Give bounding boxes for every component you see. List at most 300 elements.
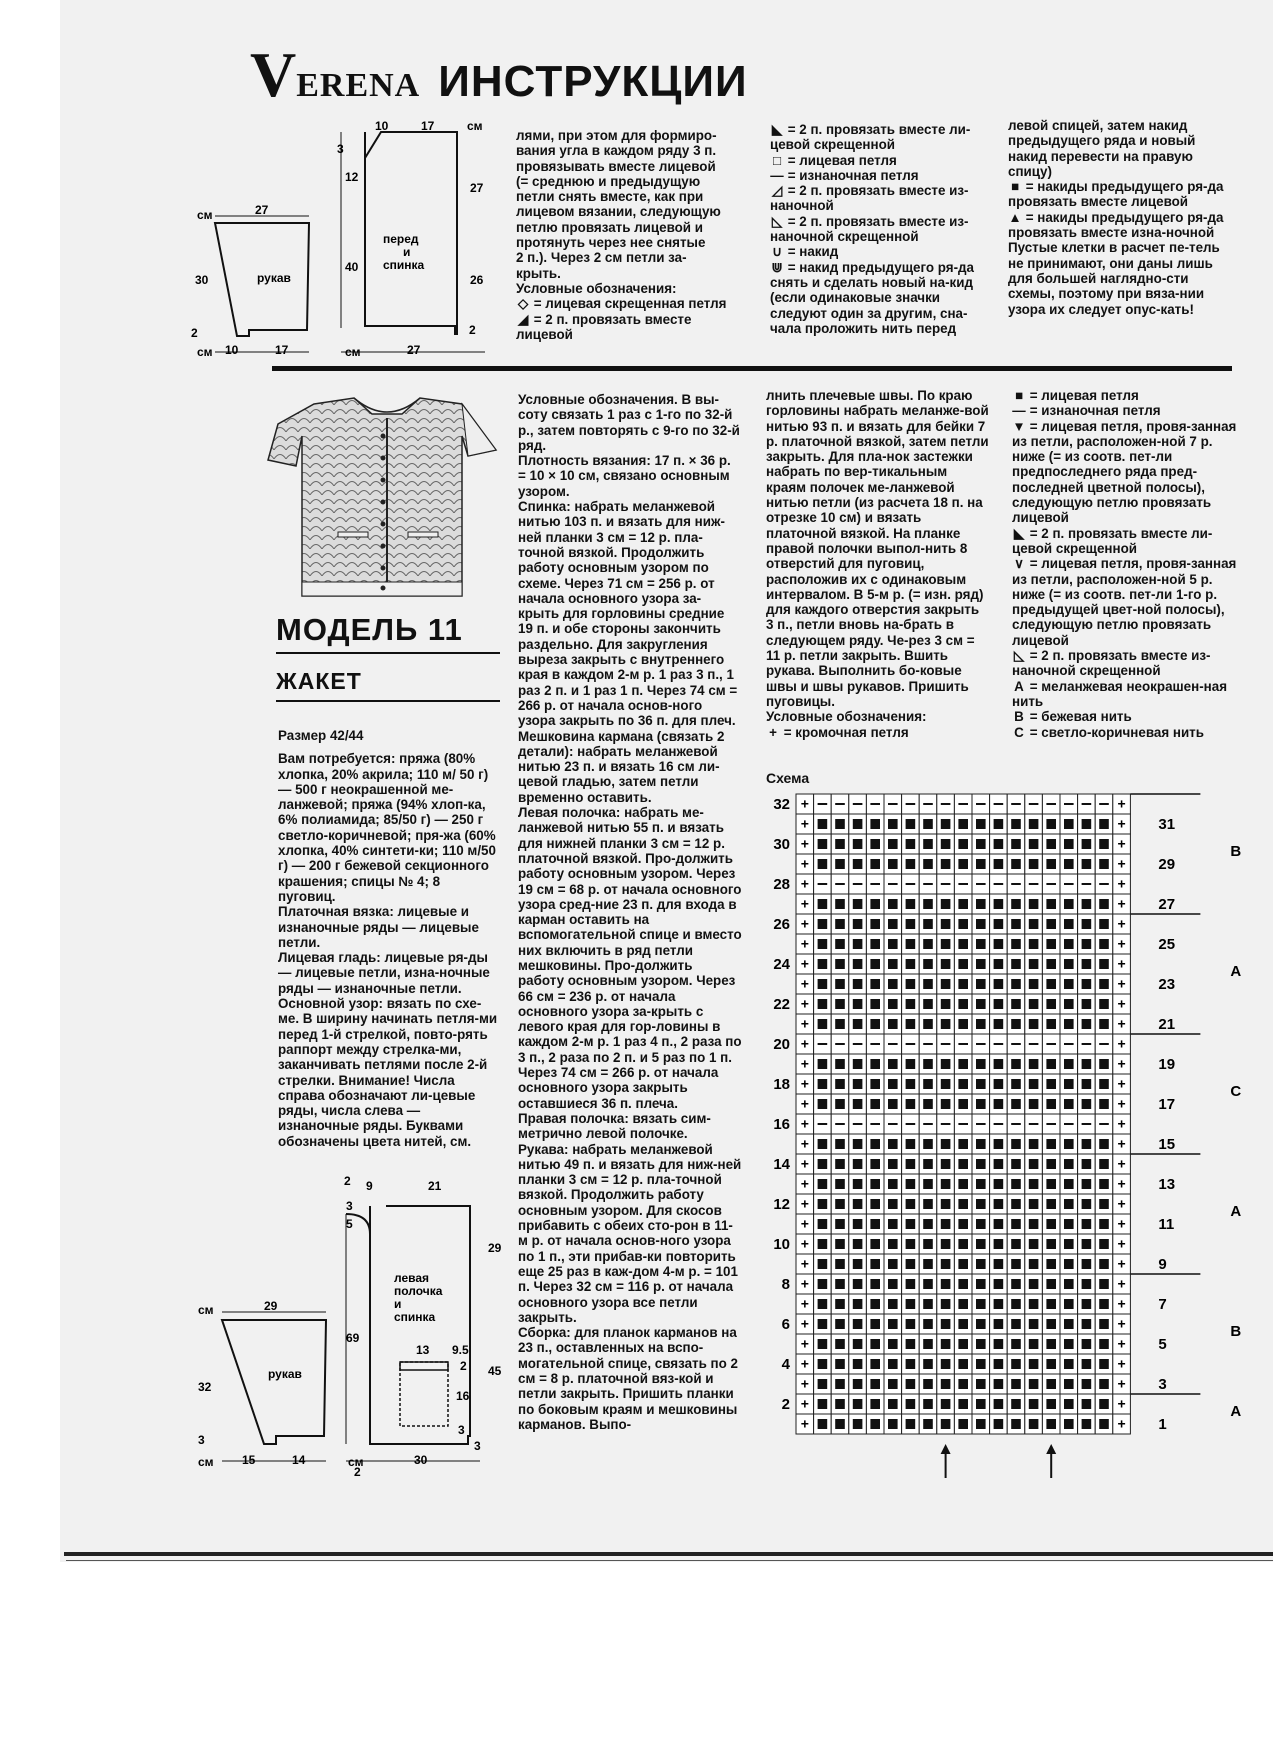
knit-symbol <box>994 1419 1004 1429</box>
knit-symbol <box>888 1319 898 1329</box>
purl-symbol <box>976 883 986 885</box>
knit-symbol <box>1082 1339 1092 1349</box>
knit-symbol <box>941 1359 951 1369</box>
knit-symbol <box>835 1379 845 1389</box>
knit-symbol <box>1064 1099 1074 1109</box>
purl-symbol <box>818 883 828 885</box>
knit-symbol <box>1064 1179 1074 1189</box>
legend-item: ◣ = 2 п. провязать вместе ли-цевой скрещенной <box>1012 525 1213 556</box>
knit-symbol <box>1099 1259 1109 1269</box>
knit-symbol <box>1046 1019 1056 1029</box>
instructions-column-c <box>766 388 990 740</box>
knit-symbol <box>1029 1279 1039 1289</box>
knit-symbol <box>976 1259 986 1269</box>
knit-symbol <box>1011 1399 1021 1409</box>
knit-symbol <box>870 959 880 969</box>
knit-symbol <box>870 1019 880 1029</box>
repeat-arrow-head <box>941 1444 951 1454</box>
knit-symbol <box>941 939 951 949</box>
knit-symbol <box>870 1099 880 1109</box>
knit-symbol <box>976 899 986 909</box>
knit-symbol <box>1099 1359 1109 1369</box>
knit-symbol <box>1099 899 1109 909</box>
knit-symbol <box>994 1139 1004 1149</box>
purl-symbol <box>958 803 968 805</box>
right-row-number: 23 <box>1158 976 1176 993</box>
knit-symbol <box>1064 1399 1074 1409</box>
legend-item: ∨ = лицевая петля, провя-занная из петли, расположен-ной 5 р. ниже (= из соотв. пет-ли 1-го р. предыдущей цвет-ной полосы), следующую петлю провязать лицевой <box>1012 556 1237 648</box>
knit-symbol <box>1064 959 1074 969</box>
purl-symbol <box>870 883 880 885</box>
text-line: протянуть через нее снятые <box>516 235 706 251</box>
knit-symbol <box>888 1419 898 1429</box>
knit-symbol <box>1064 939 1074 949</box>
knit-symbol <box>818 1259 828 1269</box>
knit-symbol <box>888 959 898 969</box>
knit-symbol <box>888 899 898 909</box>
knit-symbol <box>1046 1399 1056 1409</box>
text-line: (= среднюю и предыдущую <box>516 173 701 189</box>
knit-symbol <box>888 1219 898 1229</box>
knit-symbol <box>941 1339 951 1349</box>
knit-symbol <box>906 899 916 909</box>
knit-symbol <box>1046 919 1056 929</box>
top-body-label-3: спинка <box>383 258 425 272</box>
edge-stitch-symbol: + <box>1117 955 1126 972</box>
knit-symbol <box>923 1159 933 1169</box>
edge-stitch-symbol: + <box>800 835 809 852</box>
knit-symbol <box>853 999 863 1009</box>
knit-symbol <box>1046 999 1056 1009</box>
right-row-number: 25 <box>1158 936 1176 953</box>
purl-symbol <box>923 803 933 805</box>
knit-symbol <box>1029 899 1039 909</box>
knit-symbol <box>1064 1199 1074 1209</box>
text-line: лицевом вязании, следующую <box>516 204 721 220</box>
bottom-sleeve-height: 32 <box>198 1380 212 1394</box>
text-line: лями, при этом для формиро- <box>516 128 717 143</box>
paragraph: Условные обозначения. В вы-соту связать 1 раз с 1-го по 32-й р., затем повторять с 9-го по 32-й ряд. <box>518 392 740 453</box>
knit-symbol <box>923 1019 933 1029</box>
knit-symbol <box>958 1299 968 1309</box>
knit-symbol <box>1011 939 1021 949</box>
knit-symbol <box>870 979 880 989</box>
knit-symbol <box>1029 1199 1039 1209</box>
knit-symbol <box>923 1079 933 1089</box>
edge-stitch-symbol: + <box>1117 835 1126 852</box>
knit-symbol <box>906 1139 916 1149</box>
knit-symbol <box>1099 1179 1109 1189</box>
purl-symbol <box>835 1043 845 1045</box>
purl-symbol <box>853 1043 863 1045</box>
knit-symbol <box>835 939 845 949</box>
knit-symbol <box>941 1319 951 1329</box>
edge-stitch-symbol: + <box>1117 1155 1126 1172</box>
knit-symbol <box>1029 939 1039 949</box>
top-sleeve-top: 27 <box>255 203 269 217</box>
knit-symbol <box>923 1279 933 1289</box>
knit-symbol <box>835 999 845 1009</box>
knit-symbol <box>923 1419 933 1429</box>
right-row-number: 15 <box>1158 1136 1176 1153</box>
knit-symbol <box>958 999 968 1009</box>
knit-symbol <box>923 959 933 969</box>
text-line: петлю провязать лицевой и <box>516 219 703 235</box>
edge-stitch-symbol: + <box>800 1415 809 1432</box>
purl-symbol <box>853 1123 863 1125</box>
knit-symbol <box>1011 859 1021 869</box>
knit-symbol <box>1011 919 1021 929</box>
bottom-body-label-1: левая <box>394 1271 430 1285</box>
knit-symbol <box>1099 1219 1109 1229</box>
knit-symbol <box>818 1239 828 1249</box>
knit-symbol <box>923 899 933 909</box>
knit-symbol <box>853 1139 863 1149</box>
paragraph: лнить плечевые швы. По краю горловины набрать меланже-вой нитью 93 п. и вязать для бейки 7 р. платочной вязкой, затем петли закрыть. Для пла-нок застежки набрать по вер-тикальным краям полочек ме-ланжевой нитью петли (из расчета 18 п. на отрезке 10 см) и вязать платочной вязкой. На планке правой полочки выпол-нить 8 отверстий для пуговиц, расположив их с одинаковым интервалом. В 5-м р. (= изн. ряд) для каждого отверстия закрыть 3 п., петли вновь на-брать в следующем ряду. Че-рез 3 см = 11 р. петли закрыть. Вшить рукава. Выполнить бо-ковые швы и швы рукавов. Пришить пуговицы. <box>766 388 989 709</box>
left-row-number: 26 <box>773 916 790 933</box>
knit-symbol <box>906 1279 916 1289</box>
knit-symbol <box>870 1339 880 1349</box>
knit-symbol <box>1099 1139 1109 1149</box>
edge-stitch-symbol: + <box>800 915 809 932</box>
section-divider <box>272 366 1232 371</box>
chart-grid <box>796 794 1130 1434</box>
knit-symbol <box>976 1059 986 1069</box>
knit-symbol <box>906 1159 916 1169</box>
edge-stitch-symbol: + <box>800 1155 809 1172</box>
knit-symbol <box>888 859 898 869</box>
knit-symbol <box>1029 999 1039 1009</box>
purl-symbol <box>1082 1043 1092 1045</box>
knit-symbol <box>853 1179 863 1189</box>
knit-symbol <box>994 1239 1004 1249</box>
top-body-cm: см <box>467 119 483 133</box>
edge-stitch-symbol: + <box>1117 815 1126 832</box>
brand-initial: V <box>250 39 297 110</box>
knit-symbol <box>994 1099 1004 1109</box>
knit-symbol <box>1011 1319 1021 1329</box>
legend-item: ▲ = накиды предыдущего ря-да провязать вместе изна-ночной <box>1008 209 1224 241</box>
knit-symbol <box>906 919 916 929</box>
knit-symbol <box>906 959 916 969</box>
knit-symbol <box>853 979 863 989</box>
knit-symbol <box>1082 1179 1092 1189</box>
knit-symbol <box>1011 1159 1021 1169</box>
knit-symbol <box>818 1179 828 1189</box>
knit-symbol <box>906 1319 916 1329</box>
edge-stitch-symbol: + <box>800 855 809 872</box>
knit-symbol <box>1011 839 1021 849</box>
text-line: вания угла в каждом ряду 3 п. <box>516 143 717 159</box>
bottom-body-right-a: 29 <box>488 1241 502 1255</box>
knit-symbol <box>1064 1379 1074 1389</box>
knit-symbol <box>1064 1059 1074 1069</box>
knit-symbol <box>1082 1019 1092 1029</box>
knit-symbol <box>906 1239 916 1249</box>
top-body-hem: 2 <box>469 323 476 337</box>
bottom-body-pocket-d: 16 <box>456 1389 470 1403</box>
instructions-column-d <box>1012 388 1238 740</box>
knit-symbol <box>888 1079 898 1089</box>
knit-symbol <box>976 1139 986 1149</box>
knit-symbol <box>958 1379 968 1389</box>
knit-symbol <box>906 999 916 1009</box>
knit-symbol <box>976 1319 986 1329</box>
knit-symbol <box>923 839 933 849</box>
page-header <box>250 38 748 112</box>
legend-item: ◺ = 2 п. провязать вместе из-наночной скрещенной <box>1012 648 1211 679</box>
knit-symbol <box>1064 1319 1074 1329</box>
knit-symbol <box>870 1199 880 1209</box>
legend-item: ◣ = 2 п. провязать вместе ли-цевой скрещенной <box>770 122 971 153</box>
knit-symbol <box>976 1159 986 1169</box>
knit-symbol <box>941 1099 951 1109</box>
knit-symbol <box>906 1299 916 1309</box>
knit-symbol <box>1046 819 1056 829</box>
knit-symbol <box>976 939 986 949</box>
knit-symbol <box>853 1099 863 1109</box>
knit-symbol <box>888 1139 898 1149</box>
knit-symbol <box>906 1179 916 1189</box>
knit-symbol <box>1029 1079 1039 1089</box>
knit-symbol <box>1011 1139 1021 1149</box>
top-sleeve-height: 30 <box>195 273 209 287</box>
knit-symbol <box>923 1139 933 1149</box>
knit-symbol <box>1011 1339 1021 1349</box>
left-row-number: 20 <box>773 1036 790 1053</box>
knit-symbol <box>976 959 986 969</box>
knit-symbol <box>853 959 863 969</box>
knit-symbol <box>1046 1079 1056 1089</box>
knit-symbol <box>1099 1379 1109 1389</box>
edge-stitch-symbol: + <box>800 1215 809 1232</box>
knit-symbol <box>1046 1299 1056 1309</box>
knit-symbol <box>941 1019 951 1029</box>
knit-symbol <box>1011 1019 1021 1029</box>
right-row-number: 21 <box>1158 1016 1176 1033</box>
purl-symbol <box>994 883 1004 885</box>
knit-symbol <box>941 1079 951 1089</box>
edge-stitch-symbol: + <box>1117 1135 1126 1152</box>
knit-symbol <box>835 1079 845 1089</box>
knit-symbol <box>1082 1359 1092 1369</box>
knit-symbol <box>923 819 933 829</box>
knit-symbol <box>923 1059 933 1069</box>
knit-symbol <box>1064 919 1074 929</box>
knit-symbol <box>870 1159 880 1169</box>
left-row-number: 10 <box>773 1236 790 1253</box>
knit-symbol <box>1046 939 1056 949</box>
purl-symbol <box>853 883 863 885</box>
purl-symbol <box>923 1123 933 1125</box>
knit-symbol <box>870 1079 880 1089</box>
left-row-number: 28 <box>773 876 790 893</box>
edge-stitch-symbol: + <box>1117 1235 1126 1252</box>
paragraph: Вам потребуется: пряжа (80% хлопка, 20% акрила; 110 м/ 50 г) — 500 г неокрашенной ме-ланжевой; пряжа (94% хлоп-ка, 6% полиамида; 85/50 г) — 250 г светло-коричневой; пря-жа (60% хлопка, 40% синтети-ки; 110 м/50 г) — 200 г бежевой секционного крашения; спицы № 4; 8 пуговиц. <box>278 751 496 904</box>
purl-symbol <box>1011 1123 1021 1125</box>
purl-symbol <box>888 1123 898 1125</box>
knit-symbol <box>835 899 845 909</box>
knit-symbol <box>1064 1139 1074 1149</box>
knit-symbol <box>870 819 880 829</box>
knit-symbol <box>958 919 968 929</box>
top-pattern-diagram <box>185 118 485 363</box>
knit-symbol <box>835 1339 845 1349</box>
knit-symbol <box>870 1279 880 1289</box>
purl-symbol <box>941 803 951 805</box>
knit-symbol <box>818 919 828 929</box>
paragraph: Сборка: для планок карманов на 23 п., оставленных на вспо-могательной спице, связать по 2 см = 8 р. платочной вяз-кой и петли закрыть. Пришить планки по боковым краям и мешковины карманов. Выпо- <box>518 1325 738 1432</box>
purl-symbol <box>870 1043 880 1045</box>
knit-symbol <box>1029 1299 1039 1309</box>
knit-symbol <box>958 1419 968 1429</box>
bottom-sleeve-shape <box>198 1299 326 1469</box>
knit-symbol <box>835 1279 845 1289</box>
bottom-sleeve-bottom-left: 15 <box>242 1453 256 1467</box>
knit-symbol <box>818 959 828 969</box>
knit-symbol <box>958 1139 968 1149</box>
knit-symbol <box>1046 959 1056 969</box>
knit-symbol <box>1029 1379 1039 1389</box>
knit-symbol <box>1099 959 1109 969</box>
edge-stitch-symbol: + <box>1117 1055 1126 1072</box>
knit-symbol <box>1029 1319 1039 1329</box>
knit-symbol <box>835 1399 845 1409</box>
knit-symbol <box>1082 979 1092 989</box>
knit-symbol <box>853 1379 863 1389</box>
knit-symbol <box>888 1399 898 1409</box>
knit-symbol <box>976 1419 986 1429</box>
purl-symbol <box>818 1123 828 1125</box>
purl-symbol <box>906 803 916 805</box>
knit-symbol <box>870 919 880 929</box>
knit-symbol <box>1011 1359 1021 1369</box>
knit-symbol <box>923 1179 933 1189</box>
knit-symbol <box>923 1239 933 1249</box>
edge-stitch-symbol: + <box>1117 935 1126 952</box>
knit-symbol <box>835 819 845 829</box>
knit-symbol <box>958 1019 968 1029</box>
chart-arrows <box>941 1444 1057 1478</box>
bottom-body-left-b: 5 <box>346 1217 353 1231</box>
knit-symbol <box>958 1179 968 1189</box>
knit-symbol <box>870 939 880 949</box>
knit-symbol <box>1046 1239 1056 1249</box>
knit-symbol <box>994 819 1004 829</box>
purl-symbol <box>888 803 898 805</box>
legend-item: ◺ = 2 п. провязать вместе из-наночной скрещенной <box>770 213 969 245</box>
knit-symbol <box>1029 1259 1039 1269</box>
knit-symbol <box>888 1059 898 1069</box>
knit-symbol <box>906 1199 916 1209</box>
knit-symbol <box>941 1419 951 1429</box>
knit-symbol <box>888 1159 898 1169</box>
purl-symbol <box>818 1043 828 1045</box>
knit-symbol <box>923 1379 933 1389</box>
knit-symbol <box>818 859 828 869</box>
knit-symbol <box>976 1299 986 1309</box>
knit-symbol <box>1082 1219 1092 1229</box>
knit-symbol <box>1099 1239 1109 1249</box>
knit-symbol <box>1046 1259 1056 1269</box>
knit-symbol <box>888 839 898 849</box>
text-line: провязывать вместе лицевой <box>516 158 716 174</box>
legend-item: ⋓ = накид предыдущего ря-да снять и сделать новый на-кид (если одинаковые значки следуют один за другим, сна-чала проложить нить перед <box>770 259 974 336</box>
knit-symbol <box>870 1359 880 1369</box>
knit-symbol <box>1082 859 1092 869</box>
purl-symbol <box>1064 883 1074 885</box>
knit-symbol <box>818 1199 828 1209</box>
bottom-body-shape <box>344 1174 502 1479</box>
edge-stitch-symbol: + <box>800 975 809 992</box>
left-row-number: 8 <box>781 1276 790 1293</box>
knitting-chart <box>760 784 1240 1474</box>
left-row-number: 18 <box>773 1076 790 1093</box>
knit-symbol <box>853 1259 863 1269</box>
knit-symbol <box>994 1339 1004 1349</box>
knit-symbol <box>835 1259 845 1269</box>
knit-symbol <box>1029 819 1039 829</box>
text-line: 2 п.). Через 2 см петли за- <box>516 250 687 266</box>
purl-symbol <box>1082 883 1092 885</box>
purl-symbol <box>906 1123 916 1125</box>
knit-symbol <box>888 1019 898 1029</box>
knit-symbol <box>994 959 1004 969</box>
knit-symbol <box>1099 939 1109 949</box>
knit-symbol <box>1029 1339 1039 1349</box>
top-body-right-a: 27 <box>470 181 484 195</box>
paragraph: Спинка: набрать меланжевой нитью 103 п. и вязать для ниж-ней планки 3 см = 12 р. пла-точной вязкой. Продолжить работу основным узором по схеме. Через 71 см = 256 р. от начала основного узора за-крыть для горловины средние 19 п. и обе стороны закончить раздельно. Для закругления выреза закрыть с внутреннего края в каждом 2-м р. 1 раз 3 п., 1 раз 2 п. и 1 раз 1 п. Через 74 см = 266 р. от начала основ-ного узора закрыть по 36 п. для плеч. <box>518 499 738 729</box>
knit-symbol <box>1046 1339 1056 1349</box>
top-body-left-b: 12 <box>345 170 359 184</box>
knit-symbol <box>994 1079 1004 1089</box>
knit-symbol <box>835 979 845 989</box>
knit-symbol <box>923 1399 933 1409</box>
knit-symbol <box>835 1359 845 1369</box>
knit-symbol <box>1064 1419 1074 1429</box>
purl-symbol <box>1099 1123 1109 1125</box>
edge-stitch-symbol: + <box>800 1095 809 1112</box>
knit-symbol <box>976 1199 986 1209</box>
knit-symbol <box>941 1279 951 1289</box>
edge-stitch-symbol: + <box>1117 1295 1126 1312</box>
purl-symbol <box>1029 803 1039 805</box>
left-row-number: 32 <box>773 796 790 813</box>
color-letter: B <box>1230 1323 1242 1340</box>
size-label: Размер 42/44 <box>278 728 364 743</box>
knit-symbol <box>1064 839 1074 849</box>
knit-symbol <box>818 979 828 989</box>
knit-symbol <box>941 839 951 849</box>
purl-symbol <box>1046 1123 1056 1125</box>
knit-symbol <box>958 819 968 829</box>
color-letter: A <box>1230 963 1242 980</box>
top-body-bottom-cm: см <box>345 345 361 359</box>
knit-symbol <box>818 1419 828 1429</box>
top-body-left-a: 3 <box>337 142 344 156</box>
purl-symbol <box>835 883 845 885</box>
knit-symbol <box>976 1379 986 1389</box>
knit-symbol <box>1046 1379 1056 1389</box>
knit-symbol <box>976 1239 986 1249</box>
right-row-number: 29 <box>1158 856 1176 873</box>
knit-symbol <box>1029 1399 1039 1409</box>
knit-symbol <box>976 819 986 829</box>
knit-symbol <box>958 1079 968 1089</box>
knit-symbol <box>818 1059 828 1069</box>
knit-symbol <box>1082 1139 1092 1149</box>
knit-symbol <box>941 859 951 869</box>
